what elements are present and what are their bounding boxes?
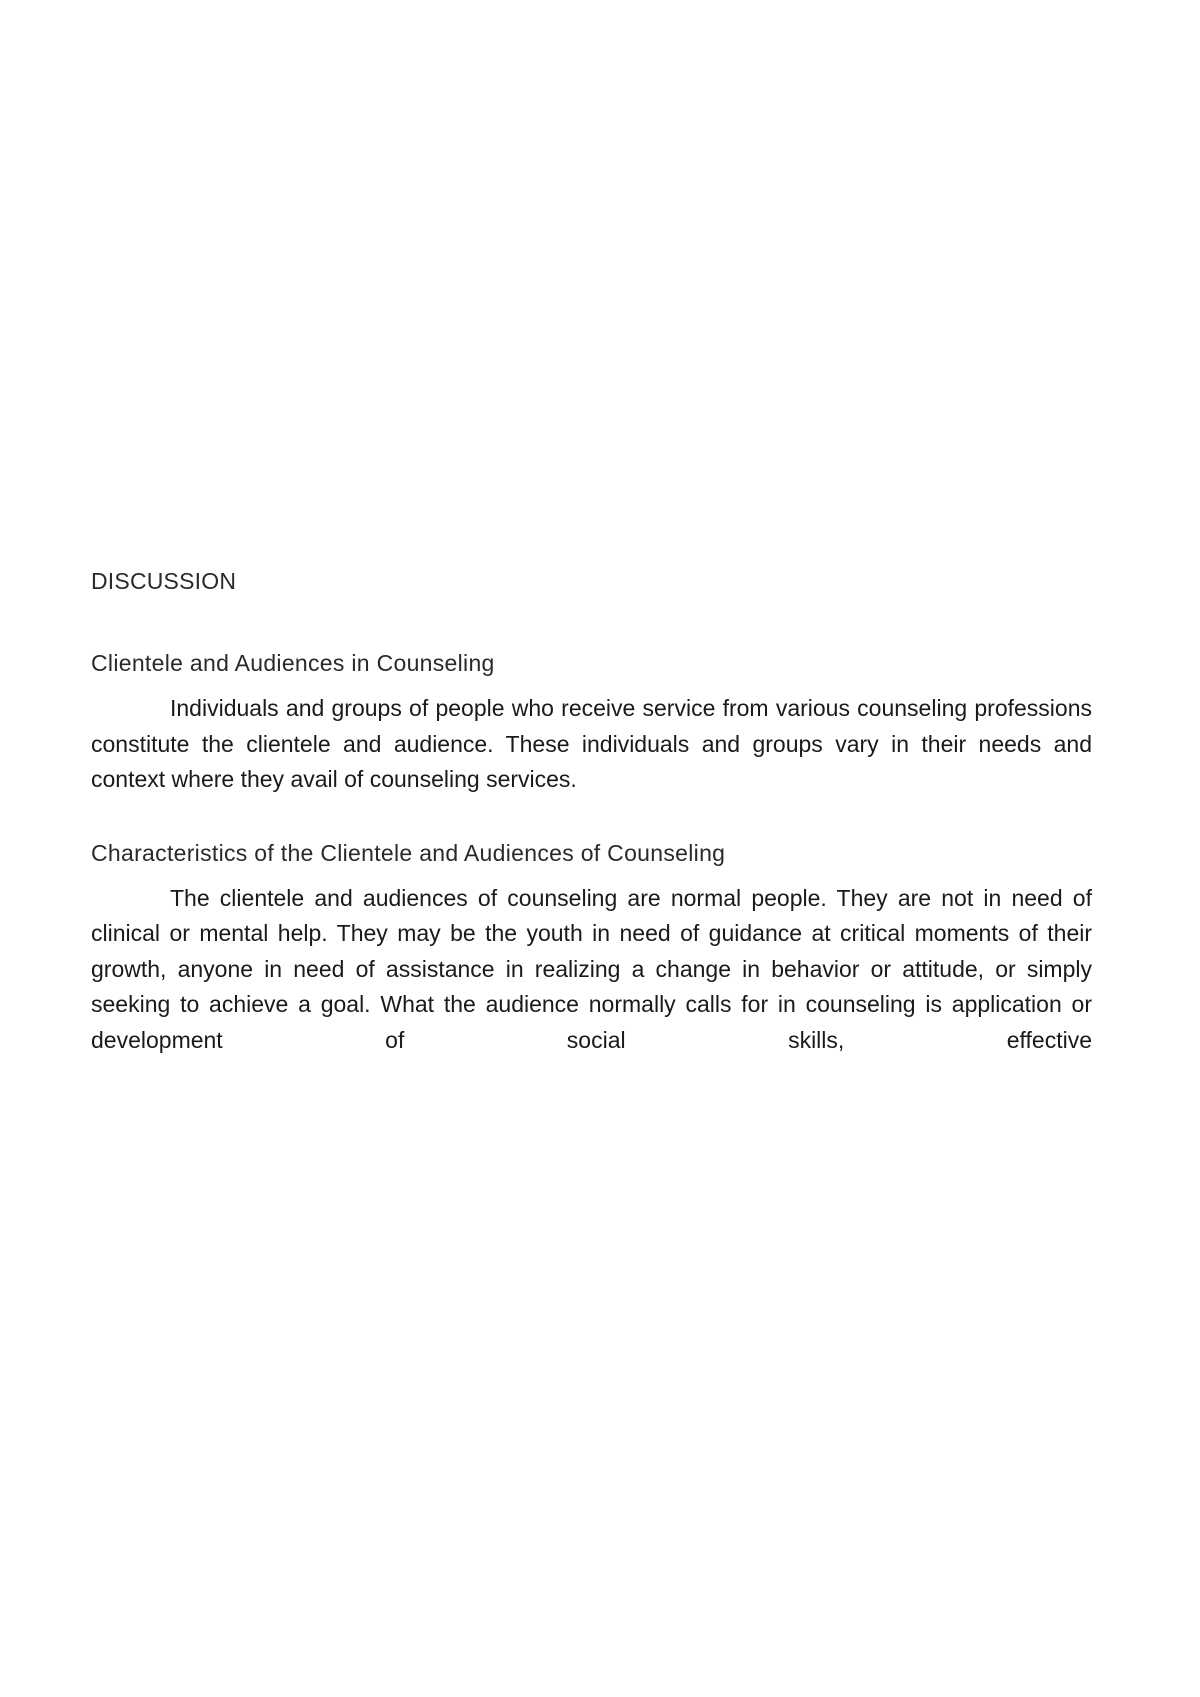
subheading-characteristics: Characteristics of the Clientele and Audiences of Counseling: [91, 839, 726, 866]
paragraph-characteristics: The clientele and audiences of counseling are normal people. They are not in need of clinical or mental help. They may be the youth in need of guidance at critical moments of their growth, anyone in need of assistance in realizing a change in behavior or attitude, or simply seeking to achieve a goal. What the audience normally calls for in counseling is application or development of social skills, effective: [91, 884, 1092, 1053]
subheading-clientele-and-audiences: Clientele and Audiences in Counseling: [91, 650, 495, 676]
document-content: [91, 566, 1092, 1058]
section-heading-discussion: DISCUSSION: [91, 568, 237, 594]
paragraph-clientele-and-audiences: Individuals and groups of people who receive service from various counseling professions constitute the clientele and audience. These individuals and groups vary in their needs and context where they avail of counseling services.: [91, 695, 1092, 792]
